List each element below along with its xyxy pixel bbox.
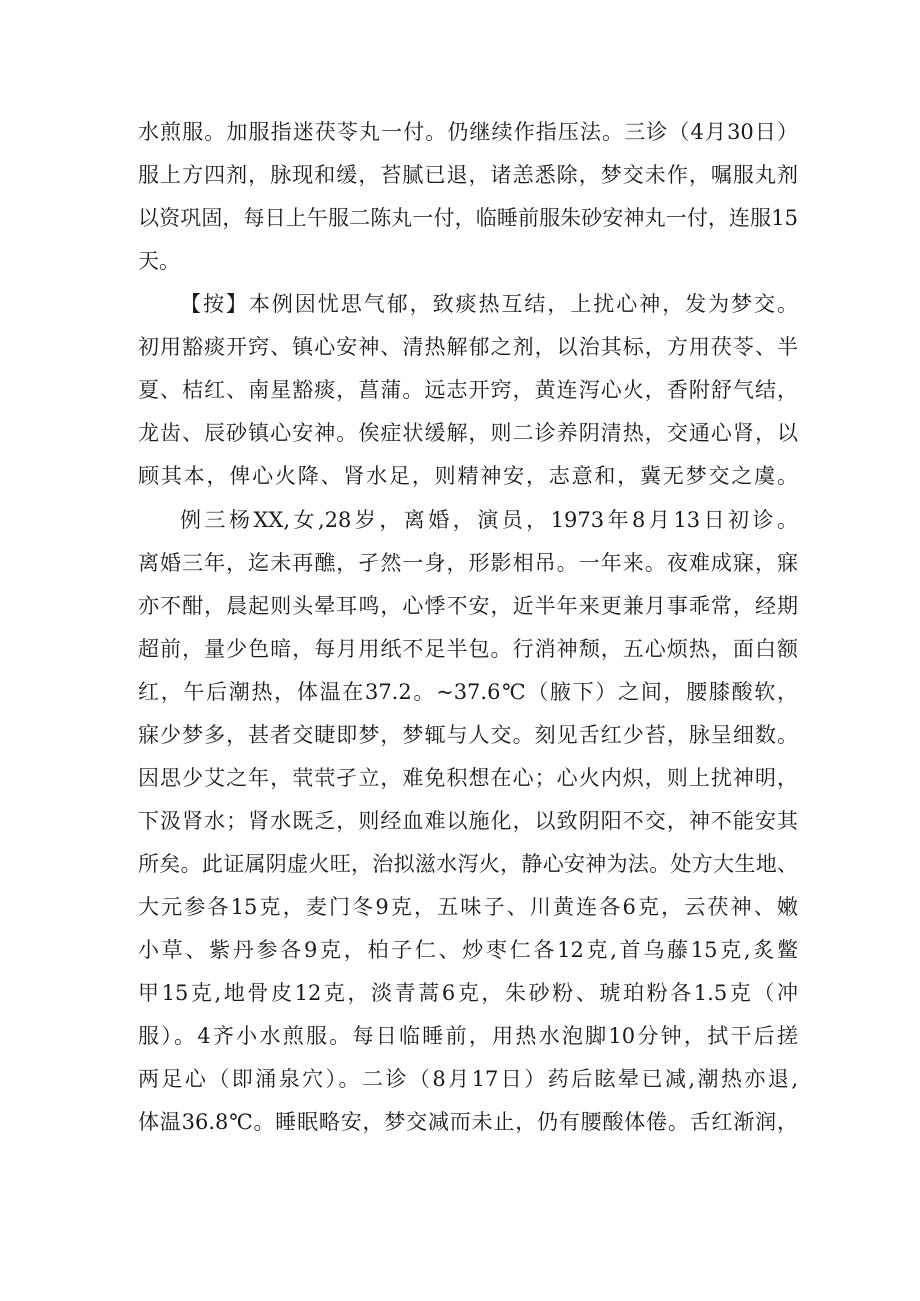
text-line: 两足心（即涌泉穴）。二诊（8月17日）药后眩晕已减,潮热亦退,	[138, 1067, 798, 1091]
text-line: 因思少艾之年，茕茕孑立，难免积想在心；心火内炽，则上扰神明，	[138, 766, 798, 790]
text-line: 所矣。此证属阴虚火旺，治拟滋水泻火，静心安神为法。处方大生地、	[138, 852, 798, 876]
paragraph-first-line: 例三杨XX,女,28岁，离婚，演员，1973年8月13日初诊。	[180, 508, 798, 532]
text-line: 以资巩固，每日上午服二陈丸一付，临睡前服朱砂安神丸一付，连服15	[138, 206, 798, 230]
text-line: 小草、紫丹参各9克，柏子仁、炒枣仁各12克,首乌藤15克,炙鳖	[138, 938, 798, 962]
paragraph-first-line: 【按】本例因忧思气郁，致痰热互结，上扰心神，发为梦交。	[180, 292, 798, 316]
text-line: 红，午后潮热，体温在37.2。~37.6℃（腋下）之间，腰膝酸软，	[138, 680, 798, 704]
text-line: 服）。4齐小水煎服。每日临睡前，用热水泡脚10分钟，拭干后搓	[138, 1024, 798, 1048]
text-line: 体温36.8℃。睡眠略安，梦交减而未止，仍有腰酸体倦。舌红渐润，	[138, 1110, 798, 1134]
text-line: 天。	[138, 249, 180, 273]
text-line: 夏、桔红、南星豁痰，菖蒲。远志开窍，黄连泻心火，香附舒气结，	[138, 378, 798, 402]
text-line: 甲15克,地骨皮12克，淡青蒿6克，朱砂粉、琥珀粉各1.5克（冲	[138, 981, 798, 1005]
text-line: 大元参各15克，麦门冬9克，五味子、川黄连各6克，云茯神、嫩	[138, 895, 798, 919]
text-line: 服上方四剂，脉现和缓，苔腻已退，诸恙悉除，梦交未作，嘱服丸剂	[138, 163, 798, 187]
text-line: 初用豁痰开窍、镇心安神、清热解郁之剂，以治其标，方用茯苓、半	[138, 335, 798, 359]
text-line: 下汲肾水；肾水既乏，则经血难以施化，以致阴阳不交，神不能安其	[138, 809, 798, 833]
text-line: 水煎服。加服指迷茯苓丸一付。仍继续作指压法。三诊（4月30日）	[138, 120, 798, 144]
text-line: 龙齿、辰砂镇心安神。俟症状缓解，则二诊养阴清热，交通心肾，以	[138, 421, 798, 445]
text-line: 寐少梦多，甚者交睫即梦，梦辄与人交。刻见舌红少苔，脉呈细数。	[138, 723, 798, 747]
text-line: 亦不酣，晨起则头晕耳鸣，心悸不安，近半年来更兼月事乖常，经期	[138, 594, 798, 618]
text-line: 离婚三年，迄未再醮，孑然一身，形影相吊。一年来。夜难成寐，寐	[138, 551, 798, 575]
text-line: 超前，量少色暗，每月用纸不足半包。行消神颓，五心烦热，面白额	[138, 637, 798, 661]
text-line: 顾其本，俾心火降、肾水足，则精神安，志意和，冀无梦交之虞。	[138, 464, 798, 488]
